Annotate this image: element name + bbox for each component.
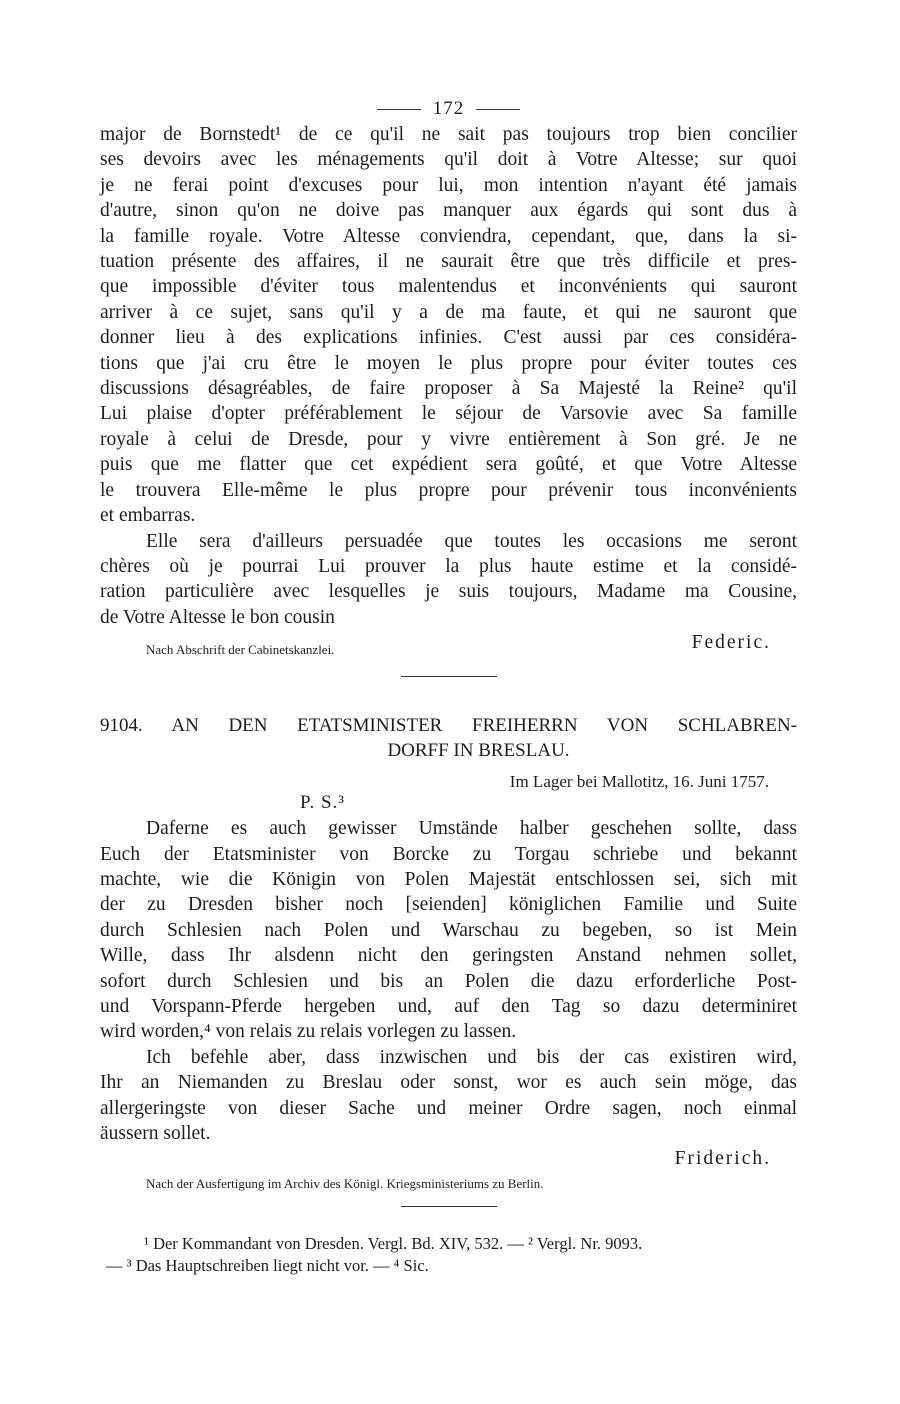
text-line: Ihr an Niemanden zu Breslau oder sonst, wor es auch sein möge, das bbox=[100, 1072, 797, 1094]
header-dash-right bbox=[476, 109, 520, 110]
text-line: ses devoirs avec les ménagements qu'il doit à Votre Altesse; sur quoi bbox=[100, 149, 797, 171]
text-line: donner lieu à des explications infinies. C'est aussi par ces considéra- bbox=[100, 327, 797, 349]
text-line: le trouvera Elle-même le plus propre pour prévenir tous inconvénients bbox=[100, 479, 797, 501]
letter2-title-line1: 9104. AN DEN ETATSMINISTER FREIHERRN VON SCHLABREN- bbox=[100, 715, 797, 737]
text-line: la famille royale. Votre Altesse conviendra, cependant, que, dans la si- bbox=[100, 225, 797, 247]
text-line: allergeringste von dieser Sache und meiner Ordre sagen, noch einmal bbox=[100, 1097, 797, 1119]
text-line: je ne ferai point d'excuses pour lui, mon intention n'ayant été jamais bbox=[100, 174, 797, 196]
text-line: chères où je pourrai Lui prouver la plus haute estime et la considé- bbox=[100, 555, 797, 577]
text-line: que impossible d'éviter tous malentendus et inconvénients qui sauront bbox=[100, 276, 797, 298]
page-number: 172 bbox=[432, 98, 465, 119]
letter2-signature: Friderich. bbox=[674, 1148, 771, 1170]
text-line: tions que j'ai cru être le moyen le plus propre pour éviter toutes ces bbox=[100, 352, 797, 374]
document-page bbox=[100, 96, 797, 1277]
footnote-line: — ³ Das Hauptschreiben liegt nicht vor. — ⁴ Sic. bbox=[106, 1256, 429, 1276]
text-line: et embarras. bbox=[100, 505, 196, 527]
letter1-source-note: Nach Abschrift der Cabinetskanzlei. bbox=[146, 642, 335, 658]
text-line: und Vorspann-Pferde hergeben und, auf den Tag so dazu determiniret bbox=[100, 995, 797, 1017]
letter1-signature: Federic. bbox=[691, 632, 771, 654]
text-line: d'autre, sinon qu'on ne doive pas manquer aux égards qui sont dus à bbox=[100, 200, 797, 222]
letter2-paragraph1 bbox=[100, 816, 797, 1045]
text-line: Lui plaise d'opter préférablement le séjour de Varsovie avec Sa famille bbox=[100, 403, 797, 425]
letter2-source-note: Nach der Ausfertigung im Archiv des Königl. Kriegsministeriums zu Berlin. bbox=[146, 1176, 544, 1192]
text-line: durch Schlesien nach Polen und Warschau zu begeben, so ist Mein bbox=[100, 919, 797, 941]
section-divider bbox=[401, 676, 497, 677]
text-line: de Votre Altesse le bon cousin bbox=[100, 606, 335, 628]
letter2-title bbox=[100, 713, 797, 763]
letter1-paragraph2 bbox=[100, 529, 797, 631]
text-line: machte, wie die Königin von Polen Majestät entschlossen sei, sich mit bbox=[100, 868, 797, 890]
text-line: Wille, dass Ihr alsdenn nicht den geringsten Anstand nehmen sollet, bbox=[100, 945, 797, 967]
text-line: Elle sera d'ailleurs persuadée que toutes les occasions me seront bbox=[146, 530, 797, 552]
letter2-dateline: Im Lager bei Mallotitz, 16. Juni 1757. bbox=[509, 772, 769, 792]
text-line: äussern sollet. bbox=[100, 1123, 211, 1144]
text-line: tuation présente des affaires, il ne saurait être que très difficile et pres- bbox=[100, 251, 797, 273]
text-line: wird worden,⁴ von relais zu relais vorlegen zu lassen. bbox=[100, 1021, 517, 1043]
text-line: royale à celui de Dresde, pour y vivre entièrement à Son gré. Je ne bbox=[100, 428, 797, 450]
footnote-divider bbox=[401, 1206, 497, 1207]
letter2-postscript-heading: P. S.³ bbox=[300, 792, 345, 814]
text-line: der zu Dresden bisher noch [seienden] königlichen Familie und Suite bbox=[100, 894, 797, 916]
text-line: puis que me flatter que cet expédient sera goûté, et que Votre Altesse bbox=[100, 454, 797, 476]
text-line: ration particulière avec lesquelles je suis toujours, Madame ma Cousine, bbox=[100, 581, 797, 603]
letter1-paragraph1 bbox=[100, 122, 797, 529]
text-line: major de Bornstedt¹ de ce qu'il ne sait pas toujours trop bien concilier bbox=[100, 124, 797, 145]
text-line: Daferne es auch gewisser Umstände halber geschehen sollte, dass bbox=[146, 818, 797, 840]
text-line: Ich befehle aber, dass inzwischen und bis der cas existiren wird, bbox=[146, 1046, 797, 1068]
header-dash-left bbox=[377, 109, 421, 110]
letter1-closing bbox=[100, 632, 797, 664]
text-line: discussions désagréables, de faire proposer à Sa Majesté la Reine² qu'il bbox=[100, 378, 797, 400]
letter2-closing bbox=[100, 1146, 797, 1174]
text-line: arriver à ce sujet, sans qu'il y a de ma faute, et qui ne sauront que bbox=[100, 301, 797, 323]
footnote-line: ¹ Der Kommandant von Dresden. Vergl. Bd. XIV, 532. — ² Vergl. Nr. 9093. bbox=[144, 1234, 643, 1254]
letter2-paragraph2 bbox=[100, 1045, 797, 1147]
page-header bbox=[100, 96, 797, 122]
letter2-title-line2: DORFF IN BRESLAU. bbox=[387, 740, 570, 762]
footnotes bbox=[100, 1233, 797, 1277]
text-line: Euch der Etatsminister von Borcke zu Torgau schriebe und bekannt bbox=[100, 843, 797, 865]
text-line: sofort durch Schlesien und bis an Polen die dazu erforderliche Post- bbox=[100, 970, 797, 992]
